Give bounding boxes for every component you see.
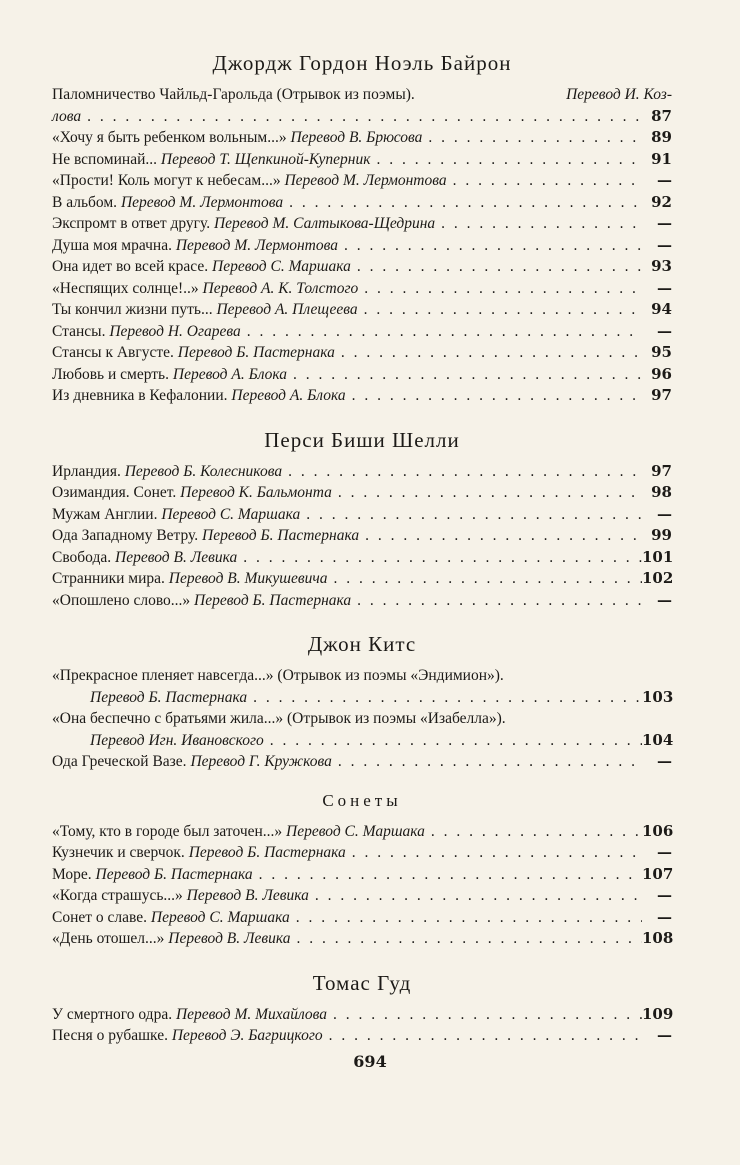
toc-entry: [52, 821, 672, 843]
entry-title-text: Ода Западному Ветру.: [52, 527, 202, 544]
entry-translator: лова: [52, 107, 82, 125]
entry-translator: Перевод Игн. Ивановского: [90, 731, 264, 749]
entry-page: 106: [642, 821, 674, 840]
leader-dots: [335, 342, 642, 364]
entry-title: [52, 235, 338, 257]
entry-page: —: [657, 171, 672, 189]
entry-title: [52, 590, 351, 612]
entry-title-text: Ты кончил жизни путь...: [52, 301, 217, 318]
entry-translator: Перевод И. Коз-: [566, 86, 672, 103]
leader-dots: [351, 590, 642, 612]
entry-title: [52, 213, 435, 235]
entry-page: —: [657, 278, 672, 297]
entry-page: —: [657, 886, 672, 904]
entry-translator: Перевод К. Бальмонта: [180, 484, 332, 501]
entry-title: [52, 342, 335, 364]
entry-title: [52, 907, 290, 929]
leader-dots: [328, 568, 643, 590]
toc-entry: [52, 482, 672, 504]
leader-dots: [358, 278, 642, 300]
author-heading-hood: Томас Гуд: [312, 970, 412, 995]
leader-dots: [422, 127, 642, 149]
toc-entry: [52, 149, 672, 171]
toc-entry: [52, 568, 672, 590]
entry-translator: Перевод Б. Пастернака: [188, 844, 346, 861]
entry-title-text: «Хочу я быть ребенком вольным...»: [52, 129, 291, 146]
entry-title: [52, 127, 422, 149]
entry-translator: Перевод Т. Щепкиной-Куперник: [160, 150, 371, 168]
leader-dots: [247, 687, 642, 709]
entry-page: 93: [651, 257, 672, 275]
entry-page: —: [657, 214, 672, 232]
entry-title: [52, 1004, 327, 1026]
toc-entry: [52, 751, 672, 773]
entry-translator: Перевод Б. Пастернака: [90, 688, 248, 706]
entry-translator: Перевод М. Лермонтова: [284, 172, 447, 189]
leader-dots: [253, 864, 642, 886]
entry-page: —: [657, 321, 672, 340]
leader-dots: [332, 751, 642, 773]
toc-entry: [52, 321, 672, 343]
entry-page: —: [657, 907, 672, 926]
leader-dots: [309, 885, 642, 907]
entry-title-text: Песня о рубашке.: [52, 1027, 172, 1044]
entry-page: 87: [651, 106, 672, 125]
entry-translator: Перевод В. Левика: [168, 930, 291, 947]
entry-page: 107: [642, 864, 674, 883]
entry-title-text: Не вспоминай...: [52, 150, 161, 168]
entry-title: [52, 751, 332, 773]
entry-page: 103: [642, 687, 674, 706]
entry-translator: Перевод А. Блока: [172, 365, 288, 383]
entry-translator: Перевод В. Брюсова: [290, 129, 423, 146]
leader-dots: [300, 504, 642, 526]
entry-title: «Прекрасное пленяет навсегда...» (Отрывок из поэмы «Эндимион»).: [52, 667, 504, 684]
entry-title-text: У смертного одра.: [52, 1005, 176, 1023]
entry-title-text: Сонет о славе.: [52, 908, 151, 926]
leader-dots: [346, 842, 642, 864]
entry-translator: Перевод В. Левика: [115, 548, 238, 566]
entry-page: 102: [642, 569, 674, 587]
toc-entry: [52, 342, 672, 364]
toc-entry: [52, 547, 672, 569]
entry-translator: Перевод С. Маршака: [212, 258, 351, 275]
toc-entry: [52, 256, 672, 278]
toc-entry: [52, 885, 672, 907]
entry-title-text: Любовь и смерть.: [52, 365, 173, 383]
entry-title: «Она беспечно с братьями жила...» (Отрывок из поэмы «Изабелла»).: [52, 710, 506, 727]
table-of-contents: [52, 48, 672, 1047]
entry-title: [52, 885, 309, 907]
entry-translator: Перевод Б. Пастернака: [202, 527, 360, 544]
leader-dots: [290, 907, 642, 929]
leader-dots: [359, 525, 642, 547]
toc-entry: [52, 299, 672, 321]
leader-dots: [435, 213, 642, 235]
entry-title-text: Экспромт в ответ другу.: [52, 215, 214, 232]
entry-page: 104: [642, 730, 674, 749]
entry-title: [52, 321, 241, 343]
leader-dots: [237, 547, 642, 569]
entry-title: [52, 821, 425, 843]
entry-title: [52, 256, 351, 278]
entry-title: [52, 1025, 323, 1047]
entry-translator: Перевод Г. Кружкова: [190, 753, 332, 770]
entry-page: 109: [642, 1004, 674, 1023]
entry-page: —: [657, 235, 672, 254]
entry-title-text: Странники мира.: [52, 570, 169, 587]
entry-page: 99: [651, 526, 672, 544]
entry-title-text: Озимандия. Сонет.: [52, 484, 181, 501]
entry-title: [52, 864, 253, 886]
leader-dots: [287, 364, 642, 386]
entry-title: [52, 928, 290, 950]
entry-page: —: [657, 1026, 672, 1044]
toc-entry: [52, 84, 672, 127]
page-number: 694: [353, 1052, 387, 1071]
toc-entry: [52, 842, 672, 864]
entry-translator: Перевод А. К. Толстого: [202, 279, 359, 297]
entry-page: 91: [651, 149, 672, 168]
entry-translator: Перевод С. Маршака: [150, 908, 290, 926]
entry-title-text: Ода Греческой Вазе.: [52, 753, 191, 770]
author-heading-keats: Джон Китс: [307, 632, 417, 656]
entry-page: 94: [651, 300, 672, 318]
entry-title-text: Кузнечик и сверчок.: [52, 844, 189, 861]
entry-title-text: Душа моя мрачна.: [52, 236, 176, 254]
entry-title: [52, 149, 371, 171]
entry-translator: Перевод С. Маршака: [286, 822, 425, 840]
entry-title: [52, 192, 283, 214]
entry-title: [52, 842, 346, 864]
entry-title-text: В альбом.: [52, 193, 121, 211]
entry-translator: Перевод В. Левика: [186, 887, 309, 904]
entry-title: [52, 364, 287, 386]
leader-dots: [327, 1004, 642, 1026]
entry-title-text: Стансы к Августе.: [52, 344, 178, 361]
entry-translator: Перевод М. Михайлова: [175, 1005, 328, 1023]
toc-entry: [52, 504, 672, 526]
entry-title-text: «Тому, кто в городе был заточен...»: [52, 822, 287, 840]
toc-entry: [52, 1025, 672, 1047]
entry-translator: Перевод Б. Колесникова: [124, 462, 283, 480]
entry-page: 97: [651, 386, 672, 404]
entry-page: 101: [642, 547, 674, 566]
entry-title-text: Из дневника в Кефалонии.: [52, 387, 232, 404]
toc-entry: [52, 1004, 672, 1026]
entry-title-text: «Прости! Коль могут к небесам...»: [52, 172, 285, 189]
toc-entry: [52, 708, 672, 751]
leader-dots: [447, 170, 642, 192]
entry-title-text: Мужам Англии.: [52, 505, 162, 523]
toc-entry: [52, 907, 672, 929]
entry-title-text: Ирландия.: [52, 462, 125, 480]
subsection-heading-sonnets: Сонеты: [322, 790, 402, 810]
leader-dots: [425, 821, 642, 843]
toc-entry: [52, 665, 672, 708]
leader-dots: [81, 106, 642, 128]
entry-title: [52, 547, 237, 569]
toc-entry: [52, 525, 672, 547]
leader-dots: [351, 256, 642, 278]
entry-title-text: Она идет во всей красе.: [52, 258, 212, 275]
entry-page: 97: [651, 461, 672, 480]
toc-entry: [52, 590, 672, 612]
entry-title-text: «Когда страшусь...»: [52, 887, 187, 904]
entry-translator: Перевод М. Салтыкова-Щедрина: [213, 215, 436, 232]
toc-entry: [52, 170, 672, 192]
entry-title: [52, 461, 282, 483]
entry-page: —: [657, 504, 672, 523]
toc-entry: [52, 235, 672, 257]
entry-page: —: [657, 843, 672, 861]
entry-page: 89: [651, 128, 672, 146]
toc-entry: [52, 278, 672, 300]
entry-title-text: «Неспящих солнце!..»: [52, 279, 203, 297]
leader-dots: [346, 385, 642, 407]
leader-dots: [338, 235, 642, 257]
entry-translator: Перевод Б. Пастернака: [95, 865, 253, 883]
entry-title: [52, 385, 346, 407]
entry-page: 92: [651, 192, 672, 211]
entry-page: —: [657, 752, 672, 770]
leader-dots: [282, 461, 642, 483]
entry-title: [52, 504, 300, 526]
leader-dots: [241, 321, 642, 343]
toc-entry: [52, 864, 672, 886]
entry-title-text: Море.: [52, 865, 96, 883]
leader-dots: [332, 482, 642, 504]
entry-translator: Перевод Э. Багрицкого: [171, 1027, 323, 1044]
leader-dots: [323, 1025, 642, 1047]
entry-title: [52, 525, 359, 547]
entry-page: —: [657, 590, 672, 609]
entry-title-text: «Опошлено слово...»: [52, 591, 195, 609]
entry-page: 108: [642, 929, 674, 947]
entry-translator: Перевод А. Блока: [231, 387, 346, 404]
entry-title: [52, 170, 447, 192]
author-heading-byron: Джордж Гордон Ноэль Байрон: [212, 51, 512, 75]
leader-dots: [371, 149, 643, 171]
entry-translator: Перевод Б. Пастернака: [194, 591, 352, 609]
leader-dots: [290, 928, 642, 950]
entry-page: 98: [651, 483, 672, 501]
entry-title-text: «День отошел...»: [52, 930, 169, 947]
entry-translator: Перевод А. Плещеева: [216, 301, 358, 318]
entry-title: [52, 568, 328, 590]
entry-page: 96: [651, 364, 672, 383]
toc-entry: [52, 192, 672, 214]
entry-title-text: Стансы.: [52, 322, 110, 340]
entry-title: Паломничество Чайльд-Гарольда (Отрывок из поэмы).: [52, 86, 415, 103]
entry-title: [52, 482, 332, 504]
toc-entry: [52, 213, 672, 235]
entry-translator: Перевод С. Маршака: [161, 505, 301, 523]
toc-entry: [52, 928, 672, 950]
leader-dots: [358, 299, 642, 321]
entry-translator: Перевод Б. Пастернака: [177, 344, 335, 361]
entry-translator: Перевод Н. Огарева: [109, 322, 241, 340]
toc-entry: [52, 127, 672, 149]
entry-translator: Перевод М. Лермонтова: [120, 193, 284, 211]
entry-title: [52, 278, 358, 300]
toc-entry: [52, 385, 672, 407]
entry-page: 95: [651, 343, 672, 361]
leader-dots: [264, 730, 642, 752]
entry-translator: Перевод В. Микушевича: [168, 570, 328, 587]
entry-title-text: Свобода.: [52, 548, 116, 566]
entry-translator: Перевод М. Лермонтова: [175, 236, 338, 254]
entry-title: [52, 299, 358, 321]
author-heading-shelley: Перси Биши Шелли: [264, 427, 460, 452]
toc-entry: [52, 364, 672, 386]
toc-entry: [52, 461, 672, 483]
leader-dots: [283, 192, 642, 214]
